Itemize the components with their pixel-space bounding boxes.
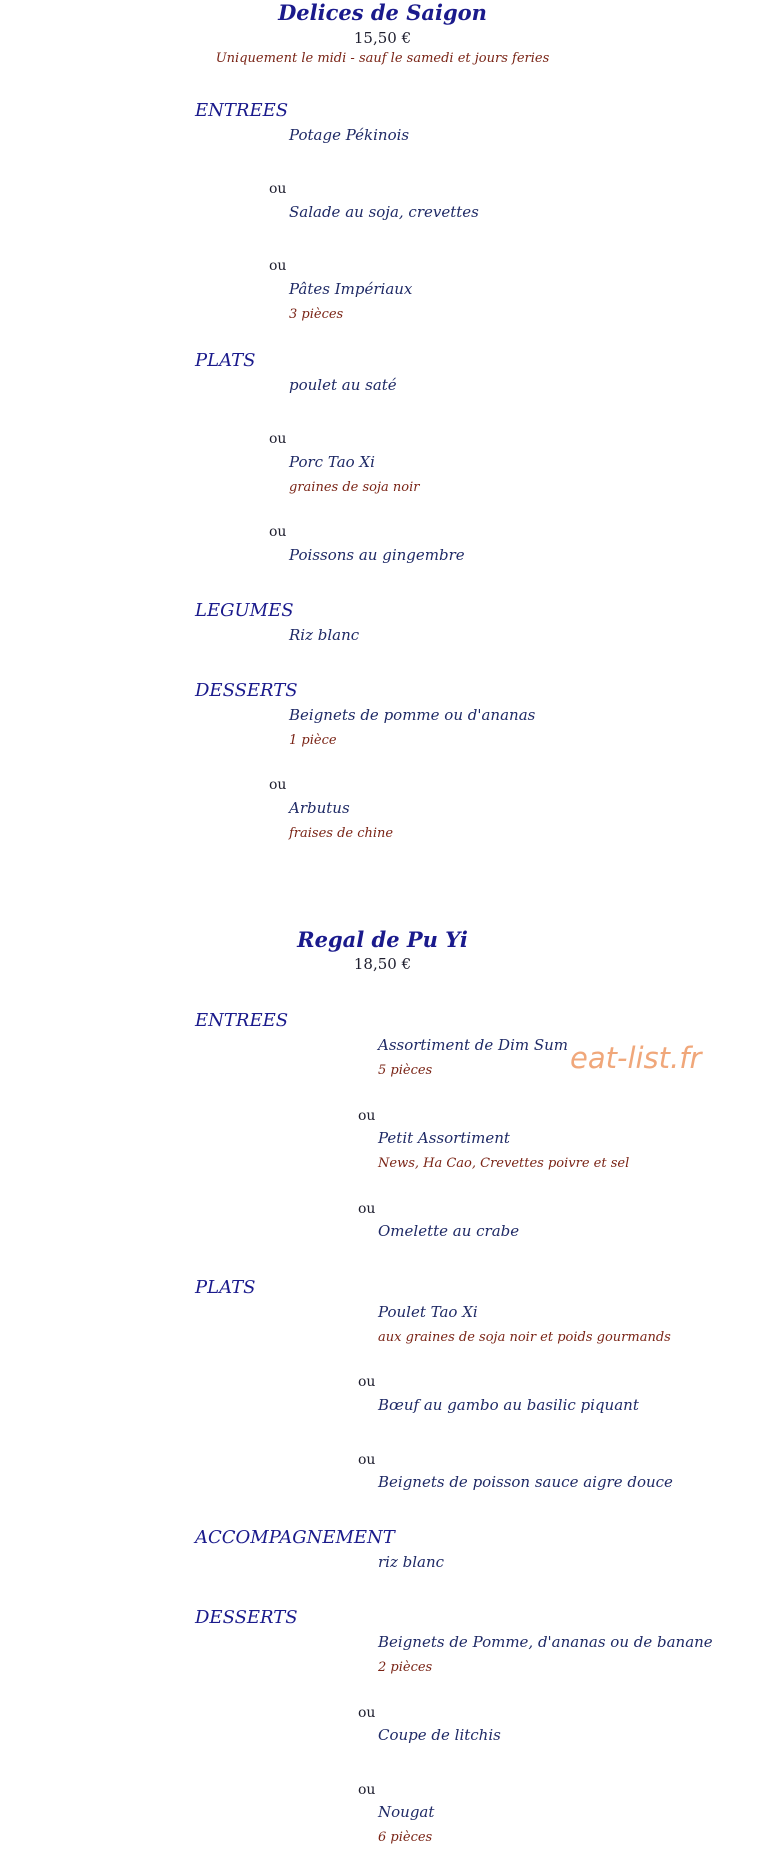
or-separator: ou [269, 181, 287, 197]
dish-name: Salade au soja, crevettes [289, 203, 479, 221]
section-heading-desserts: DESSERTS [195, 1607, 298, 1628]
menu-price: 15,50 € [353, 29, 412, 47]
section-heading-accompagnement: ACCOMPAGNEMENT [195, 1527, 395, 1548]
dish-name: riz blanc [378, 1553, 445, 1571]
dish-description: 3 pièces [289, 307, 344, 322]
dish-name: Omelette au crabe [378, 1222, 520, 1240]
section-heading-desserts: DESSERTS [195, 680, 298, 701]
dish-name: Nougat [378, 1803, 435, 1821]
section-heading-legumes: LEGUMES [195, 600, 294, 621]
or-separator: ou [269, 258, 287, 274]
dish-description: 1 pièce [289, 733, 337, 748]
or-separator: ou [358, 1452, 376, 1468]
dish-name: Arbutus [289, 799, 350, 817]
or-separator: ou [269, 524, 287, 540]
dish-name: Petit Assortiment [378, 1129, 510, 1147]
section-heading-entrees: ENTREES [195, 1010, 289, 1031]
dish-description: 2 pièces [378, 1660, 433, 1675]
or-separator: ou [269, 777, 287, 793]
menu-title: Delices de Saigon [278, 0, 487, 25]
or-separator: ou [358, 1782, 376, 1798]
dish-name: Coupe de litchis [378, 1726, 501, 1744]
dish-name: Beignets de pomme ou d'ananas [289, 706, 536, 724]
or-separator: ou [269, 431, 287, 447]
dish-description: 5 pièces [378, 1063, 433, 1078]
dish-name: Porc Tao Xi [289, 453, 375, 471]
dish-description: News, Ha Cao, Crevettes poivre et sel [378, 1156, 630, 1171]
dish-name: Potage Pékinois [289, 126, 410, 144]
menu-price: 18,50 € [353, 955, 412, 973]
dish-description: fraises de chine [289, 826, 394, 841]
watermark: eat-list.fr [570, 1041, 702, 1075]
dish-name: Pâtes Impériaux [289, 280, 413, 298]
section-heading-entrees: ENTREES [195, 100, 289, 121]
or-separator: ou [358, 1374, 376, 1390]
dish-name: Poulet Tao Xi [378, 1303, 478, 1321]
or-separator: ou [358, 1705, 376, 1721]
dish-description: aux graines de soja noir et poids gourmands [378, 1330, 671, 1345]
dish-name: Beignets de Pomme, d'ananas ou de banane [378, 1633, 713, 1651]
menu-note: Uniquement le midi - sauf le samedi et jours feries [215, 51, 550, 66]
dish-name: Beignets de poisson sauce aigre douce [378, 1473, 673, 1491]
dish-description: 6 pièces [378, 1830, 433, 1845]
section-heading-plats: PLATS [195, 350, 256, 371]
or-separator: ou [358, 1201, 376, 1217]
dish-name: Riz blanc [289, 626, 360, 644]
dish-name: poulet au saté [289, 376, 397, 394]
dish-description: graines de soja noir [289, 480, 420, 495]
dish-name: Bœuf au gambo au basilic piquant [378, 1396, 639, 1414]
menu-title: Regal de Pu Yi [297, 927, 468, 952]
section-heading-plats: PLATS [195, 1277, 256, 1298]
dish-name: Assortiment de Dim Sum [378, 1036, 569, 1054]
or-separator: ou [358, 1108, 376, 1124]
dish-name: Poissons au gingembre [289, 546, 465, 564]
